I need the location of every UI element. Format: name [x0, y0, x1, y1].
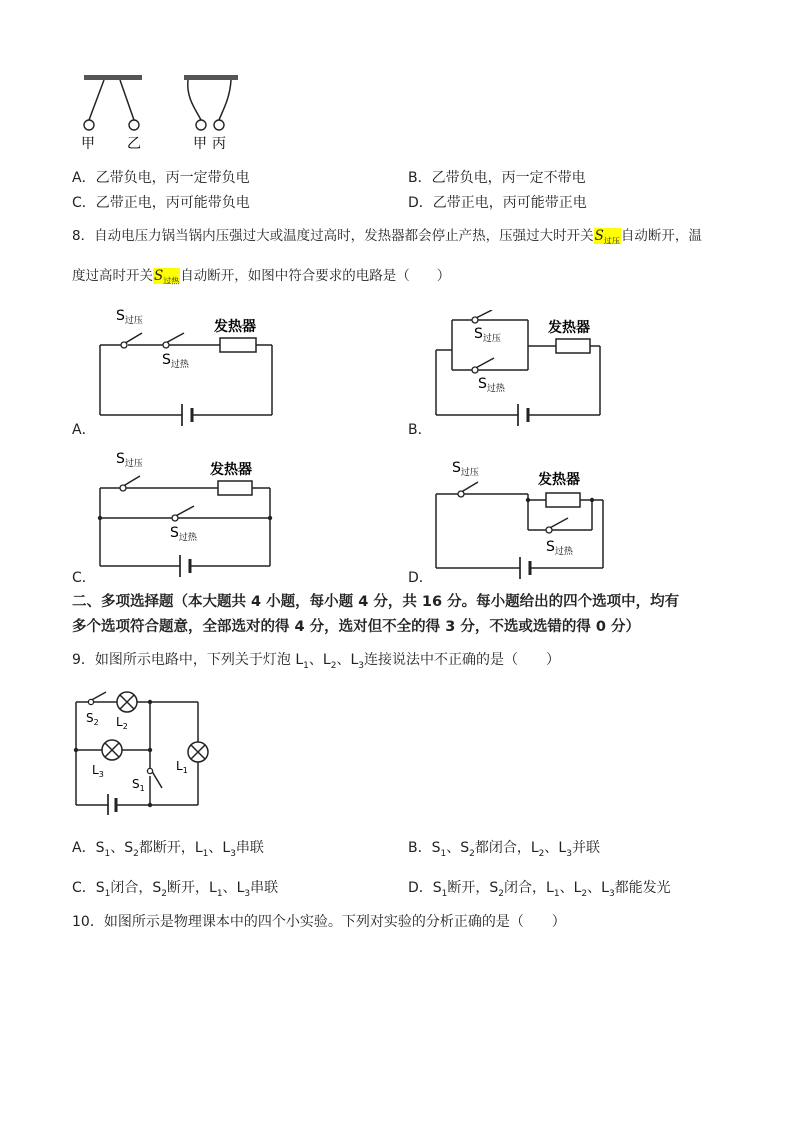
- q7-ball-jia-left: [84, 120, 94, 130]
- q7-label-jia-left: 甲: [81, 136, 95, 152]
- q8a-heater-label: 发热器: [214, 319, 256, 335]
- q7-option-c: C．乙带正电，丙可能带负电: [72, 195, 250, 211]
- q7-ball-bing: [214, 120, 224, 130]
- q7-support-right: [184, 75, 238, 80]
- q9-option-c: C．$S_1$闭合，$S_2$断开，$L_1$、$L_3$串联: [72, 880, 279, 899]
- q8-label-c: C．: [72, 570, 96, 586]
- q8-label-a: A．: [72, 422, 96, 438]
- q7-label-bing: 丙: [212, 136, 226, 152]
- q9-option-b: B．$S_1$、$S_2$都闭合，$L_2$、$L_3$并联: [408, 840, 600, 859]
- q8-label-d: D．: [408, 570, 433, 586]
- section2-heading-line1: 二、多项选择题（本大题共 4 小题，每小题 4 分，共 16 分。每小题给出的四个选项中，均有: [72, 594, 680, 610]
- q7-option-b: B．乙带负电，丙一定不带电: [408, 170, 586, 186]
- q7-label-yi: 乙: [127, 136, 141, 152]
- q8-switch-overheat-symbol: $S_{过热}$: [154, 268, 180, 286]
- q9-l1-label: $L_1$: [176, 759, 188, 775]
- q8d-sw-press-label: $S_{过压}$: [452, 460, 479, 478]
- q8d-sw-heat-label: $S_{过热}$: [546, 539, 573, 557]
- q8d-heater-label: 发热器: [538, 472, 580, 488]
- q8c-sw-heat-label: $S_{过热}$: [170, 525, 197, 543]
- q7-pendulum-figure: [78, 70, 258, 155]
- q8-circuit-b: [428, 310, 613, 430]
- q8-circuit-c: [92, 448, 282, 578]
- q8c-sw-press-label: $S_{过压}$: [116, 451, 143, 469]
- q10-stem: 10．如图所示是物理课本中的四个小实验。下列对实验的分析正确的是（ ）: [72, 914, 566, 930]
- q7-option-d: D．乙带正电，丙可能带正电: [408, 195, 587, 211]
- q7-ball-yi: [129, 120, 139, 130]
- q7-support-left: [84, 75, 142, 80]
- q8b-sw-press-label: $S_{过压}$: [474, 326, 501, 344]
- q8-label-b: B．: [408, 422, 432, 438]
- section2-heading-line2: 多个选项符合题意，全部选对的得 4 分，选对但不全的得 3 分，不选或选错的得 0 分）: [72, 619, 641, 635]
- q8a-sw-press-label: $S_{过压}$: [116, 308, 143, 326]
- q7-option-a: A．乙带负电，丙一定带负电: [72, 170, 250, 186]
- q9-l2-label: $L_2$: [116, 715, 128, 731]
- q9-option-d: D．$S_1$断开，$S_2$闭合，$L_1$、$L_2$、$L_3$都能发光: [408, 880, 671, 899]
- q8b-heater-label: 发热器: [548, 320, 590, 336]
- q9-s2-label: $S_2$: [86, 711, 99, 727]
- q9-option-a: A．$S_1$、$S_2$都断开，$L_1$、$L_3$串联: [72, 840, 264, 859]
- q8-stem-line1: 8．自动电压力锅当锅内压强过大或温度过高时，发热器都会停止产热，压强过大时开关$S_{过压}$自动断开，温: [72, 228, 702, 246]
- q8-stem-line2: 度过高时开关$S_{过热}$自动断开，如图中符合要求的电路是（ ）: [72, 268, 451, 286]
- q9-l3-label: $L_3$: [92, 763, 104, 779]
- q8c-heater-label: 发热器: [210, 462, 252, 478]
- q8-circuit-d: [428, 458, 613, 580]
- q8b-sw-heat-label: $S_{过热}$: [478, 376, 505, 394]
- q7-ball-jia-right: [196, 120, 206, 130]
- q8a-sw-heat-label: $S_{过热}$: [162, 352, 189, 370]
- q7-label-jia-right: 甲: [193, 136, 207, 152]
- q8-circuit-a: [92, 300, 287, 428]
- q9-circuit: [68, 690, 228, 815]
- q8-switch-overpressure-symbol: $S_{过压}$: [594, 228, 620, 246]
- q9-s1-label: $S_1$: [132, 777, 145, 793]
- q9-stem: 9．如图所示电路中，下列关于灯泡 $L_1$、$L_2$、$L_3$连接说法中不正确的是（ ）: [72, 652, 560, 671]
